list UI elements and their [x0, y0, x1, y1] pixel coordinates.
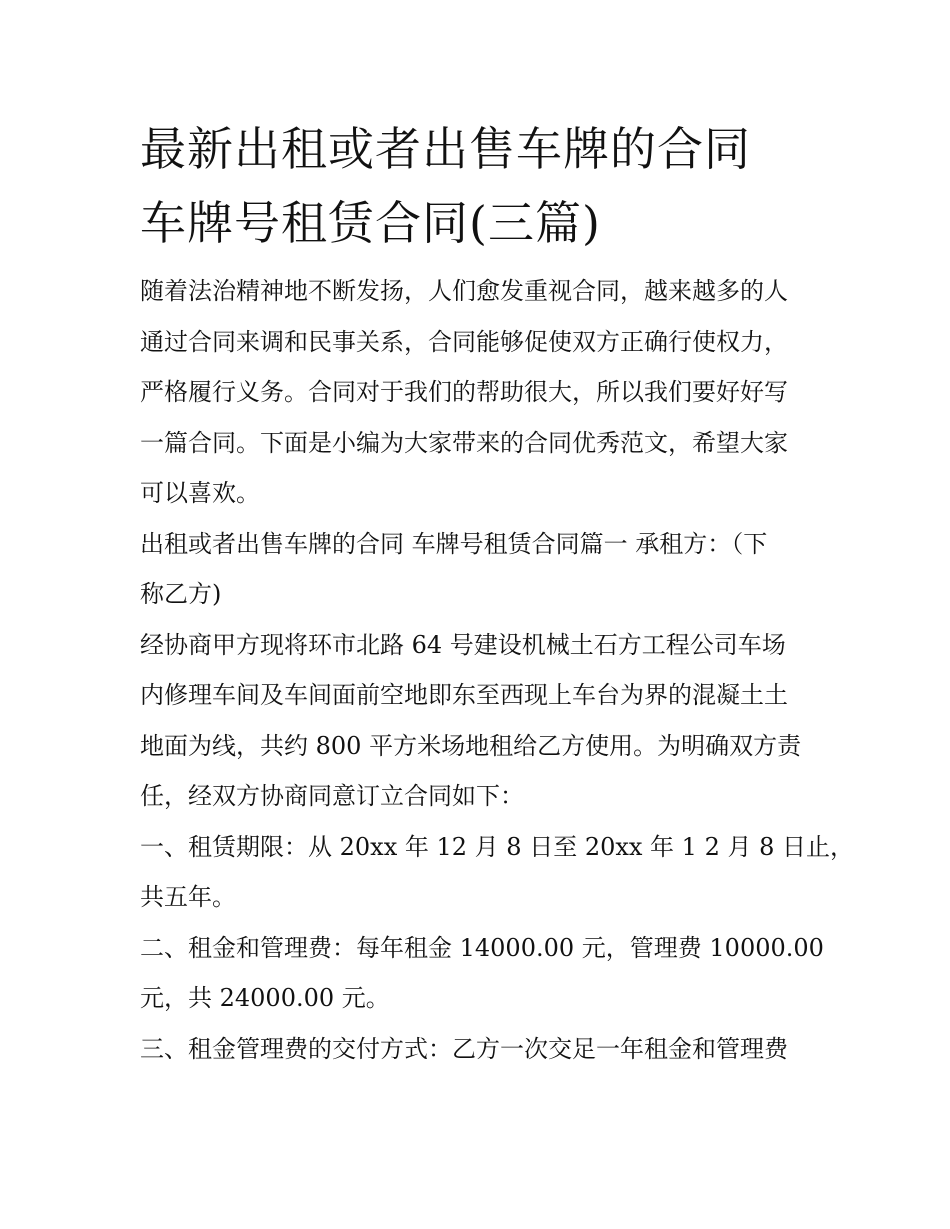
- text-line: 称乙方): [140, 580, 222, 608]
- text-line: 一、租赁期限：从 20xx 年 12 月 8 日至 20xx 年 1 2 月 8 日止，: [140, 832, 855, 861]
- text-line: 共五年。: [140, 883, 236, 911]
- clause-lease-term: [140, 822, 855, 923]
- document-page: [140, 112, 855, 1074]
- text-line: 三、租金管理费的交付方式：乙方一次交足一年租金和管理费: [140, 1034, 788, 1063]
- text-line: 元，共 24000.00 元。: [140, 984, 390, 1012]
- text-line: 通过合同来调和民事关系，合同能够促使双方正确行使权力，: [140, 327, 788, 356]
- clause-rent-and-fees: [140, 923, 824, 1024]
- clause-payment-method: [140, 1024, 815, 1075]
- contract-heading-paragraph: [140, 519, 815, 620]
- text-line: 内修理车间及车间面前空地即东至西现上车台为界的混凝土土: [140, 681, 788, 709]
- text-line: 随着法治精神地不断发扬，人们愈发重视合同，越来越多的人: [140, 277, 788, 305]
- text-line: 任，经双方协商同意订立合同如下：: [140, 782, 524, 810]
- document-title: [140, 112, 815, 260]
- title-line: 车牌号租赁合同(三篇): [140, 196, 601, 250]
- text-line: 出租或者出售车牌的合同 车牌号租赁合同篇一 承租方：（下: [140, 529, 768, 558]
- text-line: 一篇合同。下面是小编为大家带来的合同优秀范文，希望大家: [140, 428, 788, 457]
- text-line: 经协商甲方现将环市北路 64 号建设机械土石方工程公司车场: [140, 630, 786, 659]
- title-line: 最新出租或者出售车牌的合同: [140, 122, 751, 176]
- text-line: 二、租金和管理费：每年租金 14000.00 元，管理费 10000.00: [140, 933, 824, 962]
- text-line: 地面为线，共约 800 平方米场地租给乙方使用。为明确双方责: [140, 731, 802, 760]
- text-line: 严格履行义务。合同对于我们的帮助很大，所以我们要好好写: [140, 378, 788, 406]
- text-line: 可以喜欢。: [140, 479, 260, 507]
- contract-preamble-paragraph: [140, 620, 815, 822]
- intro-paragraph: [140, 266, 815, 519]
